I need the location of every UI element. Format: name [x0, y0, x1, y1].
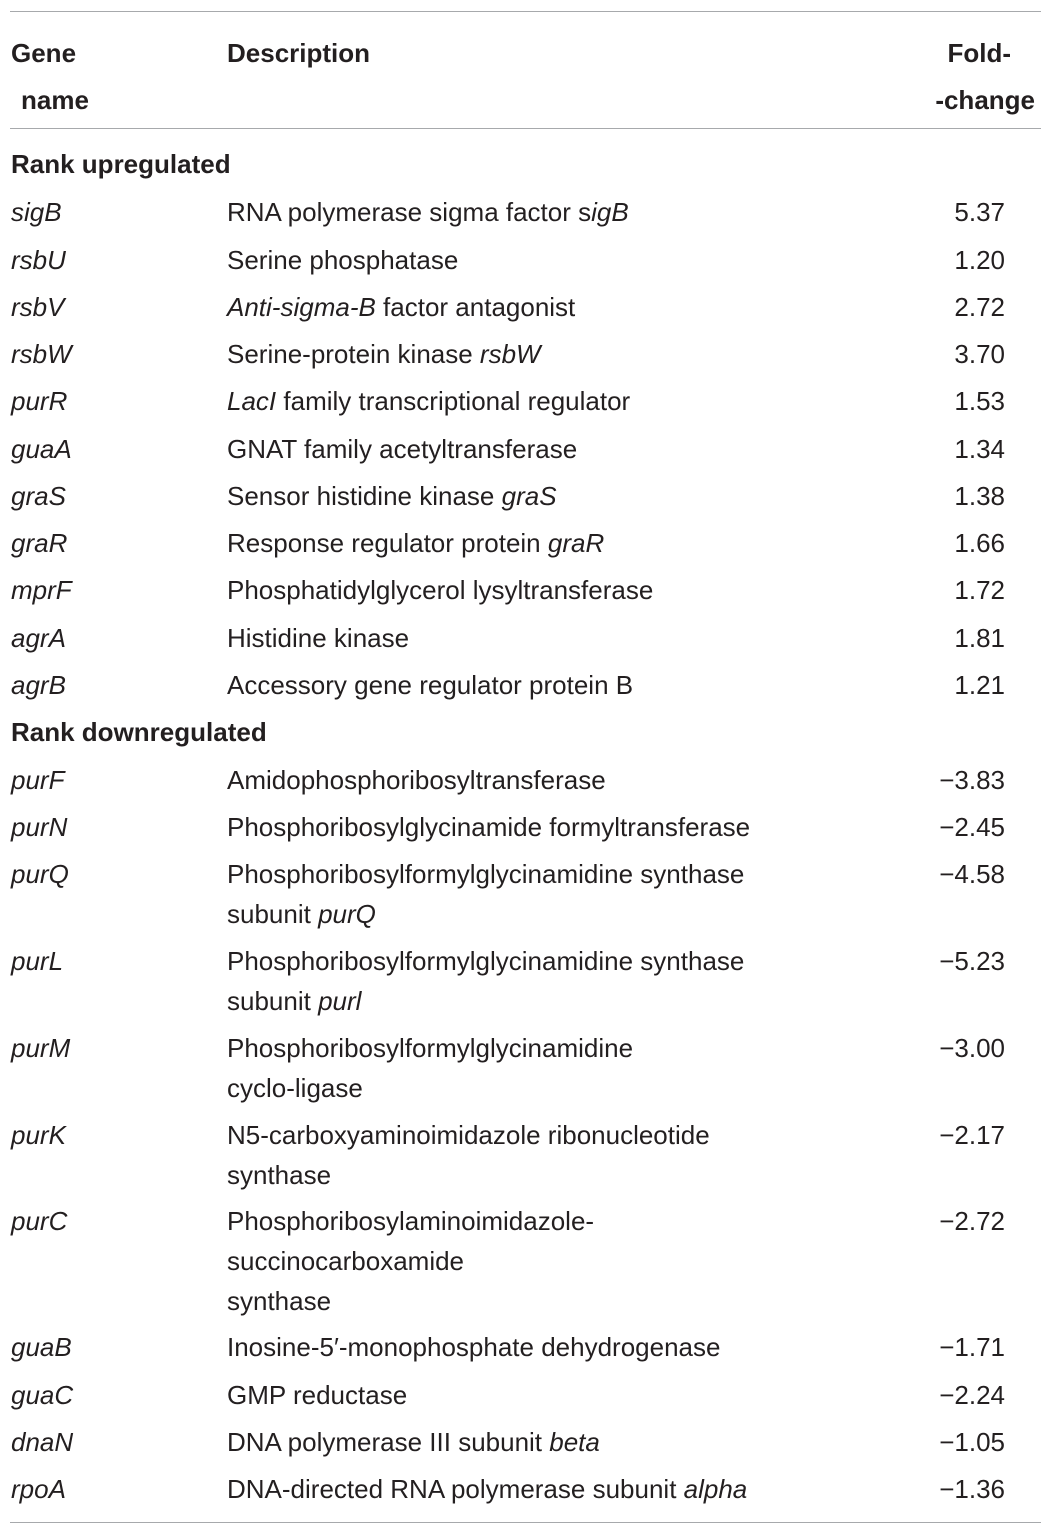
gene-name: agrA	[11, 623, 66, 653]
description-italic: purQ	[318, 899, 376, 929]
description-line	[227, 1241, 827, 1281]
description-text: subunit	[227, 986, 319, 1016]
description-text: Phosphoribosylformylglycinamidine synthase	[227, 859, 745, 889]
fold-change-value: −1.36	[939, 1474, 1005, 1504]
gene-description	[227, 760, 827, 800]
fold-change-value: −5.23	[939, 946, 1005, 976]
description-line	[227, 1201, 827, 1241]
description-text: succinocarboxamide	[227, 1246, 465, 1276]
table-header-row	[0, 30, 1051, 120]
description-line	[227, 981, 827, 1021]
fold-change-value: −2.17	[939, 1120, 1005, 1150]
fold-change-value: 1.66	[954, 528, 1005, 558]
description-italic: graR	[547, 528, 605, 558]
fold-change-value: 1.21	[954, 670, 1005, 700]
gene-name: rsbU	[11, 245, 66, 275]
table-top-rule	[10, 11, 1041, 12]
gene-description	[227, 1375, 827, 1415]
gene-description	[227, 192, 827, 232]
gene-name: dnaN	[11, 1427, 74, 1457]
header-rule	[10, 128, 1041, 129]
gene-name: purC	[11, 1206, 68, 1236]
fold-change-value: −2.24	[939, 1380, 1005, 1410]
gene-name: guaC	[11, 1380, 74, 1410]
section-upregulated: Rank upregulated	[11, 149, 231, 179]
fold-change-value: 1.20	[954, 245, 1005, 275]
gene-description	[227, 807, 827, 847]
description-italic: LacI	[227, 386, 277, 416]
gene-name: mprF	[11, 575, 72, 605]
fold-change-value: 1.34	[954, 434, 1005, 464]
description-text: GMP reductase	[227, 1380, 408, 1410]
gene-name: graS	[11, 481, 66, 511]
gene-name: guaB	[11, 1332, 72, 1362]
fold-change-value: 1.53	[954, 386, 1005, 416]
gene-name: rsbV	[11, 292, 65, 322]
fold-change-value: 5.37	[954, 197, 1005, 227]
fold-change-value: −3.83	[939, 765, 1005, 795]
fold-change-value: 2.72	[954, 292, 1005, 322]
description-text: subunit	[227, 899, 319, 929]
header-gene-line1: Gene	[11, 38, 77, 68]
gene-description	[227, 476, 827, 516]
fold-change-value: −2.45	[939, 812, 1005, 842]
gene-description	[227, 287, 827, 327]
description-text: Phosphoribosylformylglycinamidine synthase	[227, 946, 745, 976]
description-italic: purl	[318, 986, 362, 1016]
header-fold-change	[935, 30, 1035, 124]
description-text: Phosphoribosylglycinamide formyltransferase	[227, 812, 751, 842]
gene-description	[227, 854, 827, 934]
gene-name: agrB	[11, 670, 66, 700]
fold-change-value: 1.81	[954, 623, 1005, 653]
description-line	[227, 807, 827, 847]
header-fold-line1: Fold-	[947, 38, 1011, 68]
gene-name: purQ	[11, 859, 69, 889]
description-line	[227, 1155, 827, 1195]
description-text: N5-carboxyaminoimidazole ribonucleotide	[227, 1120, 710, 1150]
description-line	[227, 760, 827, 800]
gene-description	[227, 240, 827, 280]
description-text: GNAT family acetyltransferase	[227, 434, 578, 464]
gene-description	[227, 334, 827, 374]
gene-name: purK	[11, 1120, 66, 1150]
description-italic: alpha	[683, 1474, 748, 1504]
gene-description	[227, 1469, 827, 1509]
gene-name: purL	[11, 946, 64, 976]
header-description: Description	[227, 38, 371, 68]
fold-change-value: −1.71	[939, 1332, 1005, 1362]
description-italic: rsbW	[479, 339, 541, 369]
description-text: RNA polymerase sigma factor s	[227, 197, 592, 227]
description-text: family transcriptional regulator	[276, 386, 631, 416]
description-text: Phosphoribosylaminoimidazole-	[227, 1206, 595, 1236]
description-line	[227, 1422, 827, 1462]
fold-change-value: 1.38	[954, 481, 1005, 511]
gene-name: sigB	[11, 197, 62, 227]
gene-description	[227, 1327, 827, 1367]
description-line	[227, 1068, 827, 1108]
description-text: synthase	[227, 1160, 332, 1190]
description-line	[227, 1327, 827, 1367]
description-italic: igB	[591, 197, 629, 227]
gene-description	[227, 523, 827, 563]
header-fold-line2: -change	[935, 85, 1035, 115]
gene-description	[227, 665, 827, 705]
description-text: Histidine kinase	[227, 623, 410, 653]
description-text: DNA-directed RNA polymerase subunit	[227, 1474, 684, 1504]
description-italic: beta	[549, 1427, 600, 1457]
gene-description	[227, 1422, 827, 1462]
description-line	[227, 894, 827, 934]
description-text: Sensor histidine kinase	[227, 481, 502, 511]
gene-name: rsbW	[11, 339, 72, 369]
gene-name: purF	[11, 765, 65, 795]
description-line	[227, 1115, 827, 1155]
description-line: synthase	[227, 1286, 332, 1316]
gene-name: purM	[11, 1033, 71, 1063]
gene-description	[227, 941, 827, 1021]
description-text: factor antagonist	[375, 292, 576, 322]
gene-description	[227, 381, 827, 421]
description-text: Phosphatidylglycerol lysyltransferase	[227, 575, 654, 605]
description-text: Response regulator protein	[227, 528, 548, 558]
gene-description	[227, 570, 827, 610]
gene-name: rpoA	[11, 1474, 66, 1504]
fold-change-value: −3.00	[939, 1033, 1005, 1063]
description-text: Inosine-5′-monophosphate dehydrogenase	[227, 1332, 721, 1362]
description-text: Accessory gene regulator protein B	[227, 670, 634, 700]
description-text: Serine phosphatase	[227, 245, 459, 275]
description-text: cyclo-ligase	[227, 1073, 363, 1103]
fold-change-value: 1.72	[954, 575, 1005, 605]
table-bottom-rule	[10, 1522, 1041, 1523]
fold-change-value: 3.70	[954, 339, 1005, 369]
fold-change-value: −4.58	[939, 859, 1005, 889]
description-line	[227, 1028, 827, 1068]
description-text: DNA polymerase III subunit	[227, 1427, 550, 1457]
description-text: Serine-protein kinase	[227, 339, 480, 369]
fold-change-value: −2.72	[939, 1206, 1005, 1236]
description-text: Phosphoribosylformylglycinamidine	[227, 1033, 634, 1063]
gene-name: purR	[11, 386, 68, 416]
description-line	[227, 854, 827, 894]
description-line	[227, 941, 827, 981]
gene-description	[227, 1201, 827, 1321]
header-gene-line2: name	[21, 85, 89, 115]
gene-description	[227, 429, 827, 469]
gene-description	[227, 618, 827, 658]
description-italic: Anti-sigma-B	[227, 292, 376, 322]
description-line	[227, 1469, 827, 1509]
header-gene-name	[11, 30, 89, 124]
gene-name: graR	[11, 528, 68, 558]
fold-change-value: −1.05	[939, 1427, 1005, 1457]
gene-name: purN	[11, 812, 68, 842]
gene-description	[227, 1028, 827, 1108]
gene-description	[227, 1115, 827, 1195]
section-downregulated: Rank downregulated	[11, 717, 267, 747]
gene-name: guaA	[11, 434, 72, 464]
description-text: Amidophosphoribosyltransferase	[227, 765, 606, 795]
description-line	[227, 1375, 827, 1415]
description-italic: graS	[501, 481, 557, 511]
